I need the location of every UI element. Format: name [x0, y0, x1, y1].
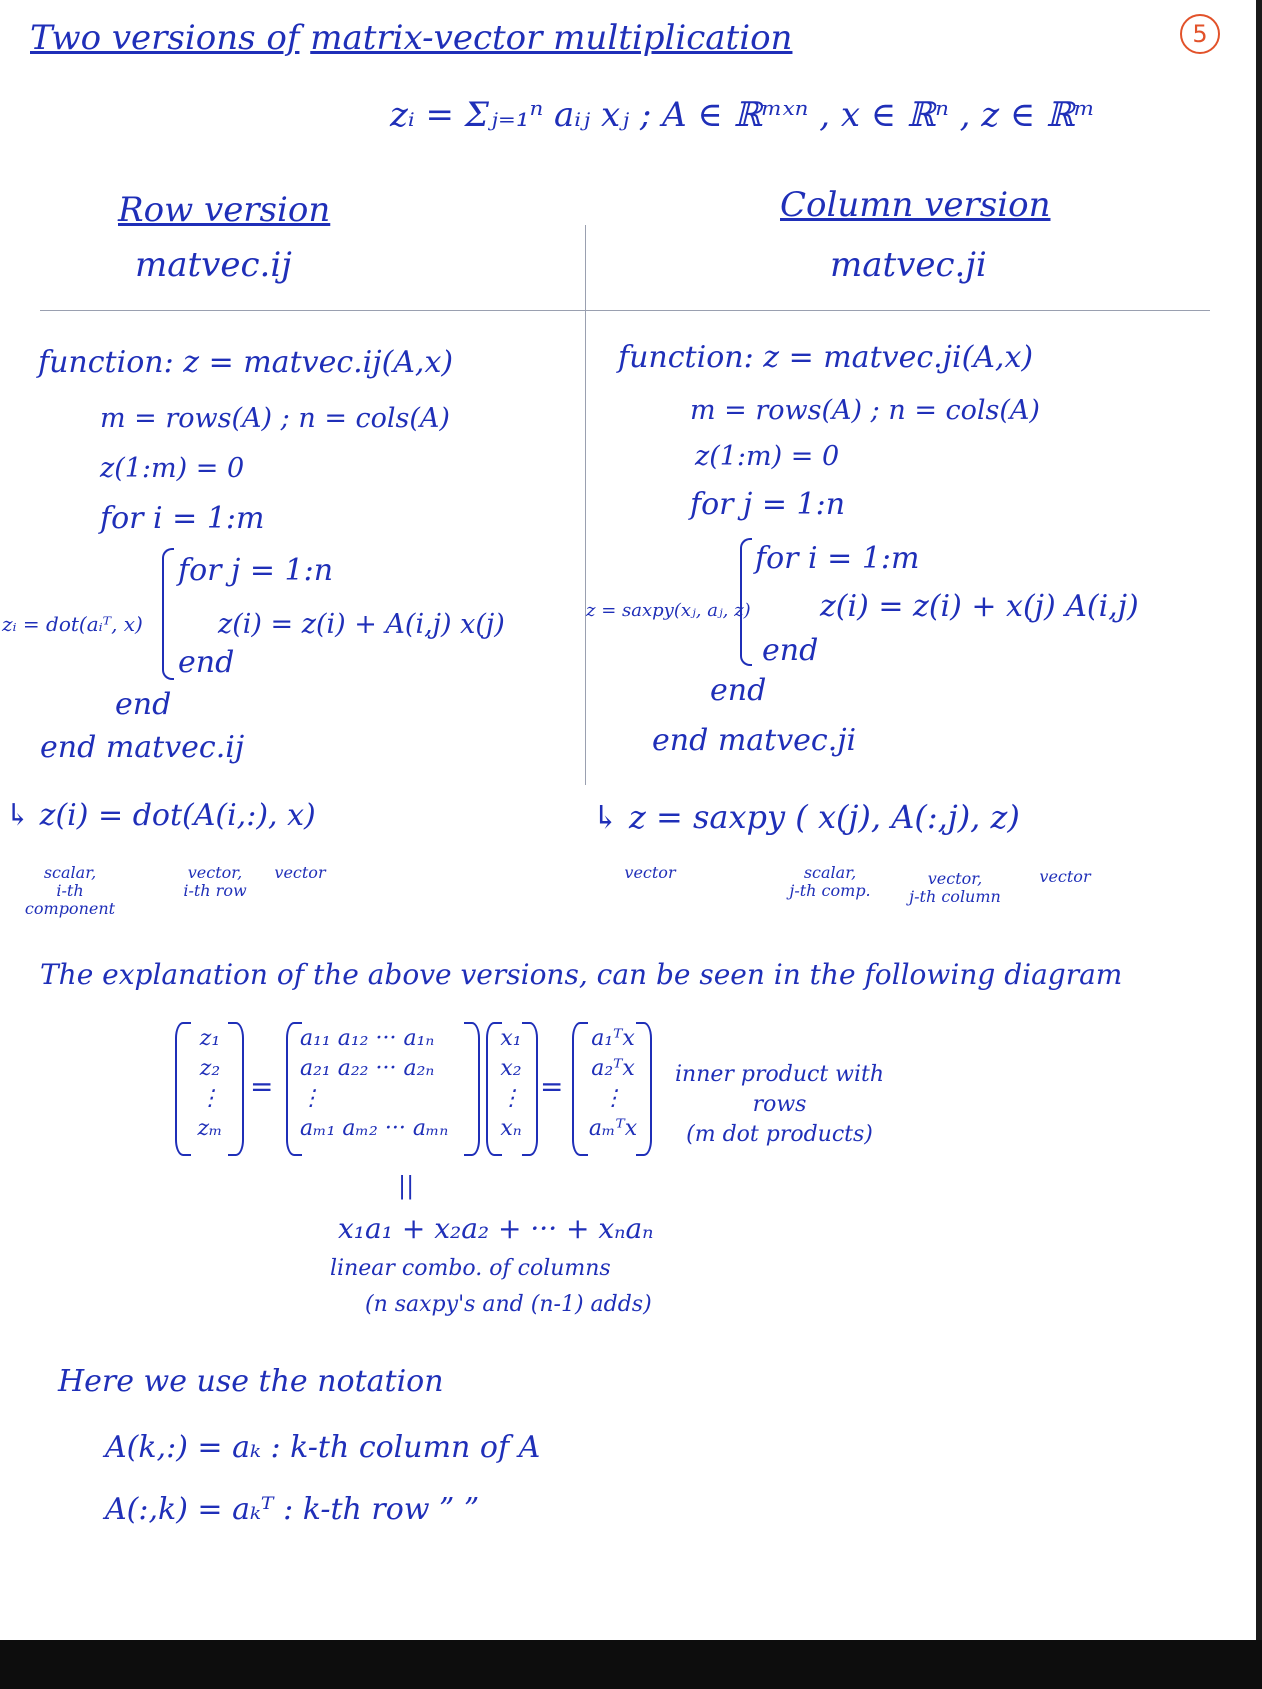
column-code-line-2: m = rows(A) ; n = cols(A)	[690, 395, 1040, 426]
z-vector	[190, 1024, 230, 1144]
row-code-line-4: for i = 1:m	[100, 501, 265, 536]
z-entry: zₘ	[197, 1116, 223, 1141]
row-code-line-2: m = rows(A) ; n = cols(A)	[100, 403, 450, 434]
linear-combination: x₁a₁ + x₂a₂ + ··· + xₙaₙ	[338, 1212, 654, 1245]
row-code-line-9: end matvec.ij	[40, 730, 245, 765]
column-version-name: matvec.ji	[830, 245, 987, 285]
explanation-text: The explanation of the above versions, can be seen in the following diagram	[40, 958, 1123, 991]
column-code-line-3: z(1:m) = 0	[695, 441, 840, 472]
x-vector-right-paren	[522, 1022, 538, 1156]
row-code-line-3: z(1:m) = 0	[100, 453, 245, 484]
column-code-line-6: z(i) = z(i) + x(j) A(i,j)	[820, 589, 1139, 624]
row-code-line-5: for j = 1:n	[178, 553, 334, 588]
a-row: ⋮	[300, 1086, 322, 1111]
a-row: a₂₁ a₂₂ ··· a₂ₙ	[300, 1056, 435, 1081]
row-code-line-8: end	[115, 687, 172, 722]
notation-line-2: A(:,k) = aₖᵀ : k-th row ” ”	[105, 1492, 480, 1527]
x-entry: xₙ	[500, 1116, 522, 1141]
inner-note-line: (m dot products)	[686, 1122, 873, 1147]
equals-1: =	[250, 1070, 274, 1103]
dot-entry: ⋮	[602, 1086, 624, 1111]
title-part1: Two versions of	[30, 18, 300, 58]
a-row: aₘ₁ aₘ₂ ··· aₘₙ	[300, 1116, 449, 1141]
row-explain: ↳ z(i) = dot(A(i,:), x)	[5, 798, 316, 833]
row-side-note: zᵢ = dot(aᵢᵀ, x)	[2, 612, 143, 636]
row-code-line-1: function: z = matvec.ij(A,x)	[38, 345, 454, 380]
column-label-column-vector: vector, j-th column	[909, 869, 1001, 906]
column-code-line-7: end	[762, 633, 819, 668]
z-entry: ⋮	[199, 1086, 221, 1111]
equals-2: =	[540, 1070, 564, 1103]
column-code-line-4: for j = 1:n	[690, 487, 846, 522]
inner-note-line: rows	[752, 1092, 807, 1117]
horizontal-divider	[40, 310, 1210, 311]
column-code-line-5: for i = 1:m	[755, 541, 920, 576]
z-entry: z₁	[199, 1026, 221, 1051]
combo-note-2: (n saxpy's and (n-1) adds)	[365, 1292, 652, 1317]
a-matrix	[300, 1024, 470, 1144]
dot-vector-right-paren	[636, 1022, 652, 1156]
x-entry: x₁	[500, 1026, 522, 1051]
notation-intro: Here we use the notation	[58, 1364, 444, 1399]
column-side-note: z = saxpy(xⱼ, aⱼ, z)	[586, 600, 751, 621]
column-label-vector: vector	[624, 863, 676, 882]
notation-line-1: A(k,:) = aₖ : k-th column of A	[105, 1430, 541, 1465]
row-code-line-6: z(i) = z(i) + A(i,j) x(j)	[218, 609, 505, 640]
a-matrix-right-paren	[464, 1022, 480, 1156]
definition-formula: zᵢ = Σⱼ₌₁ⁿ aᵢⱼ xⱼ ; A ∈ ℝᵐˣⁿ , x ∈ ℝⁿ , z ∈ ℝᵐ	[390, 95, 1096, 135]
column-explain: ↳ z = saxpy ( x(j), A(:,j), z)	[592, 798, 1020, 836]
row-loop-bracket	[162, 548, 174, 680]
dot-vector	[584, 1024, 642, 1144]
row-version-heading: Row version	[118, 190, 331, 230]
inner-product-note	[675, 1060, 884, 1150]
row-label-row-vector: vector, i-th row	[183, 863, 247, 900]
column-version-heading: Column version	[780, 185, 1051, 225]
column-code-line-1: function: z = matvec.ji(A,x)	[618, 340, 1034, 375]
row-label-vector: vector	[274, 863, 326, 882]
column-code-line-9: end matvec.ji	[652, 723, 857, 758]
parallel-symbol: ||	[398, 1172, 415, 1200]
combo-note-1: linear combo. of columns	[330, 1256, 611, 1281]
title-part2: matrix-vector multiplication	[310, 18, 793, 58]
page-number: 5	[1180, 14, 1220, 54]
row-code-line-7: end	[178, 645, 235, 680]
dot-entry: a₁ᵀx	[591, 1026, 635, 1051]
scan-edge-bottom	[0, 1640, 1262, 1689]
scan-edge-right	[1256, 0, 1262, 1640]
row-label-scalar: scalar, i-th component	[24, 863, 116, 918]
inner-note-line: inner product with	[675, 1062, 885, 1087]
vertical-divider	[585, 225, 586, 785]
z-vector-left-paren	[175, 1022, 191, 1156]
z-vector-right-paren	[228, 1022, 244, 1156]
page-title	[30, 18, 792, 58]
row-version-name: matvec.ij	[135, 245, 292, 285]
z-entry: z₂	[199, 1056, 221, 1081]
a-row: a₁₁ a₁₂ ··· a₁ₙ	[300, 1026, 435, 1051]
column-label-scalar: scalar, j-th comp.	[789, 863, 871, 900]
dot-entry: aₘᵀx	[588, 1116, 638, 1141]
column-label-vector-2: vector	[1039, 867, 1091, 886]
x-entry: x₂	[500, 1056, 522, 1081]
x-entry: ⋮	[500, 1086, 522, 1111]
column-code-line-8: end	[710, 673, 767, 708]
dot-entry: a₂ᵀx	[591, 1056, 635, 1081]
